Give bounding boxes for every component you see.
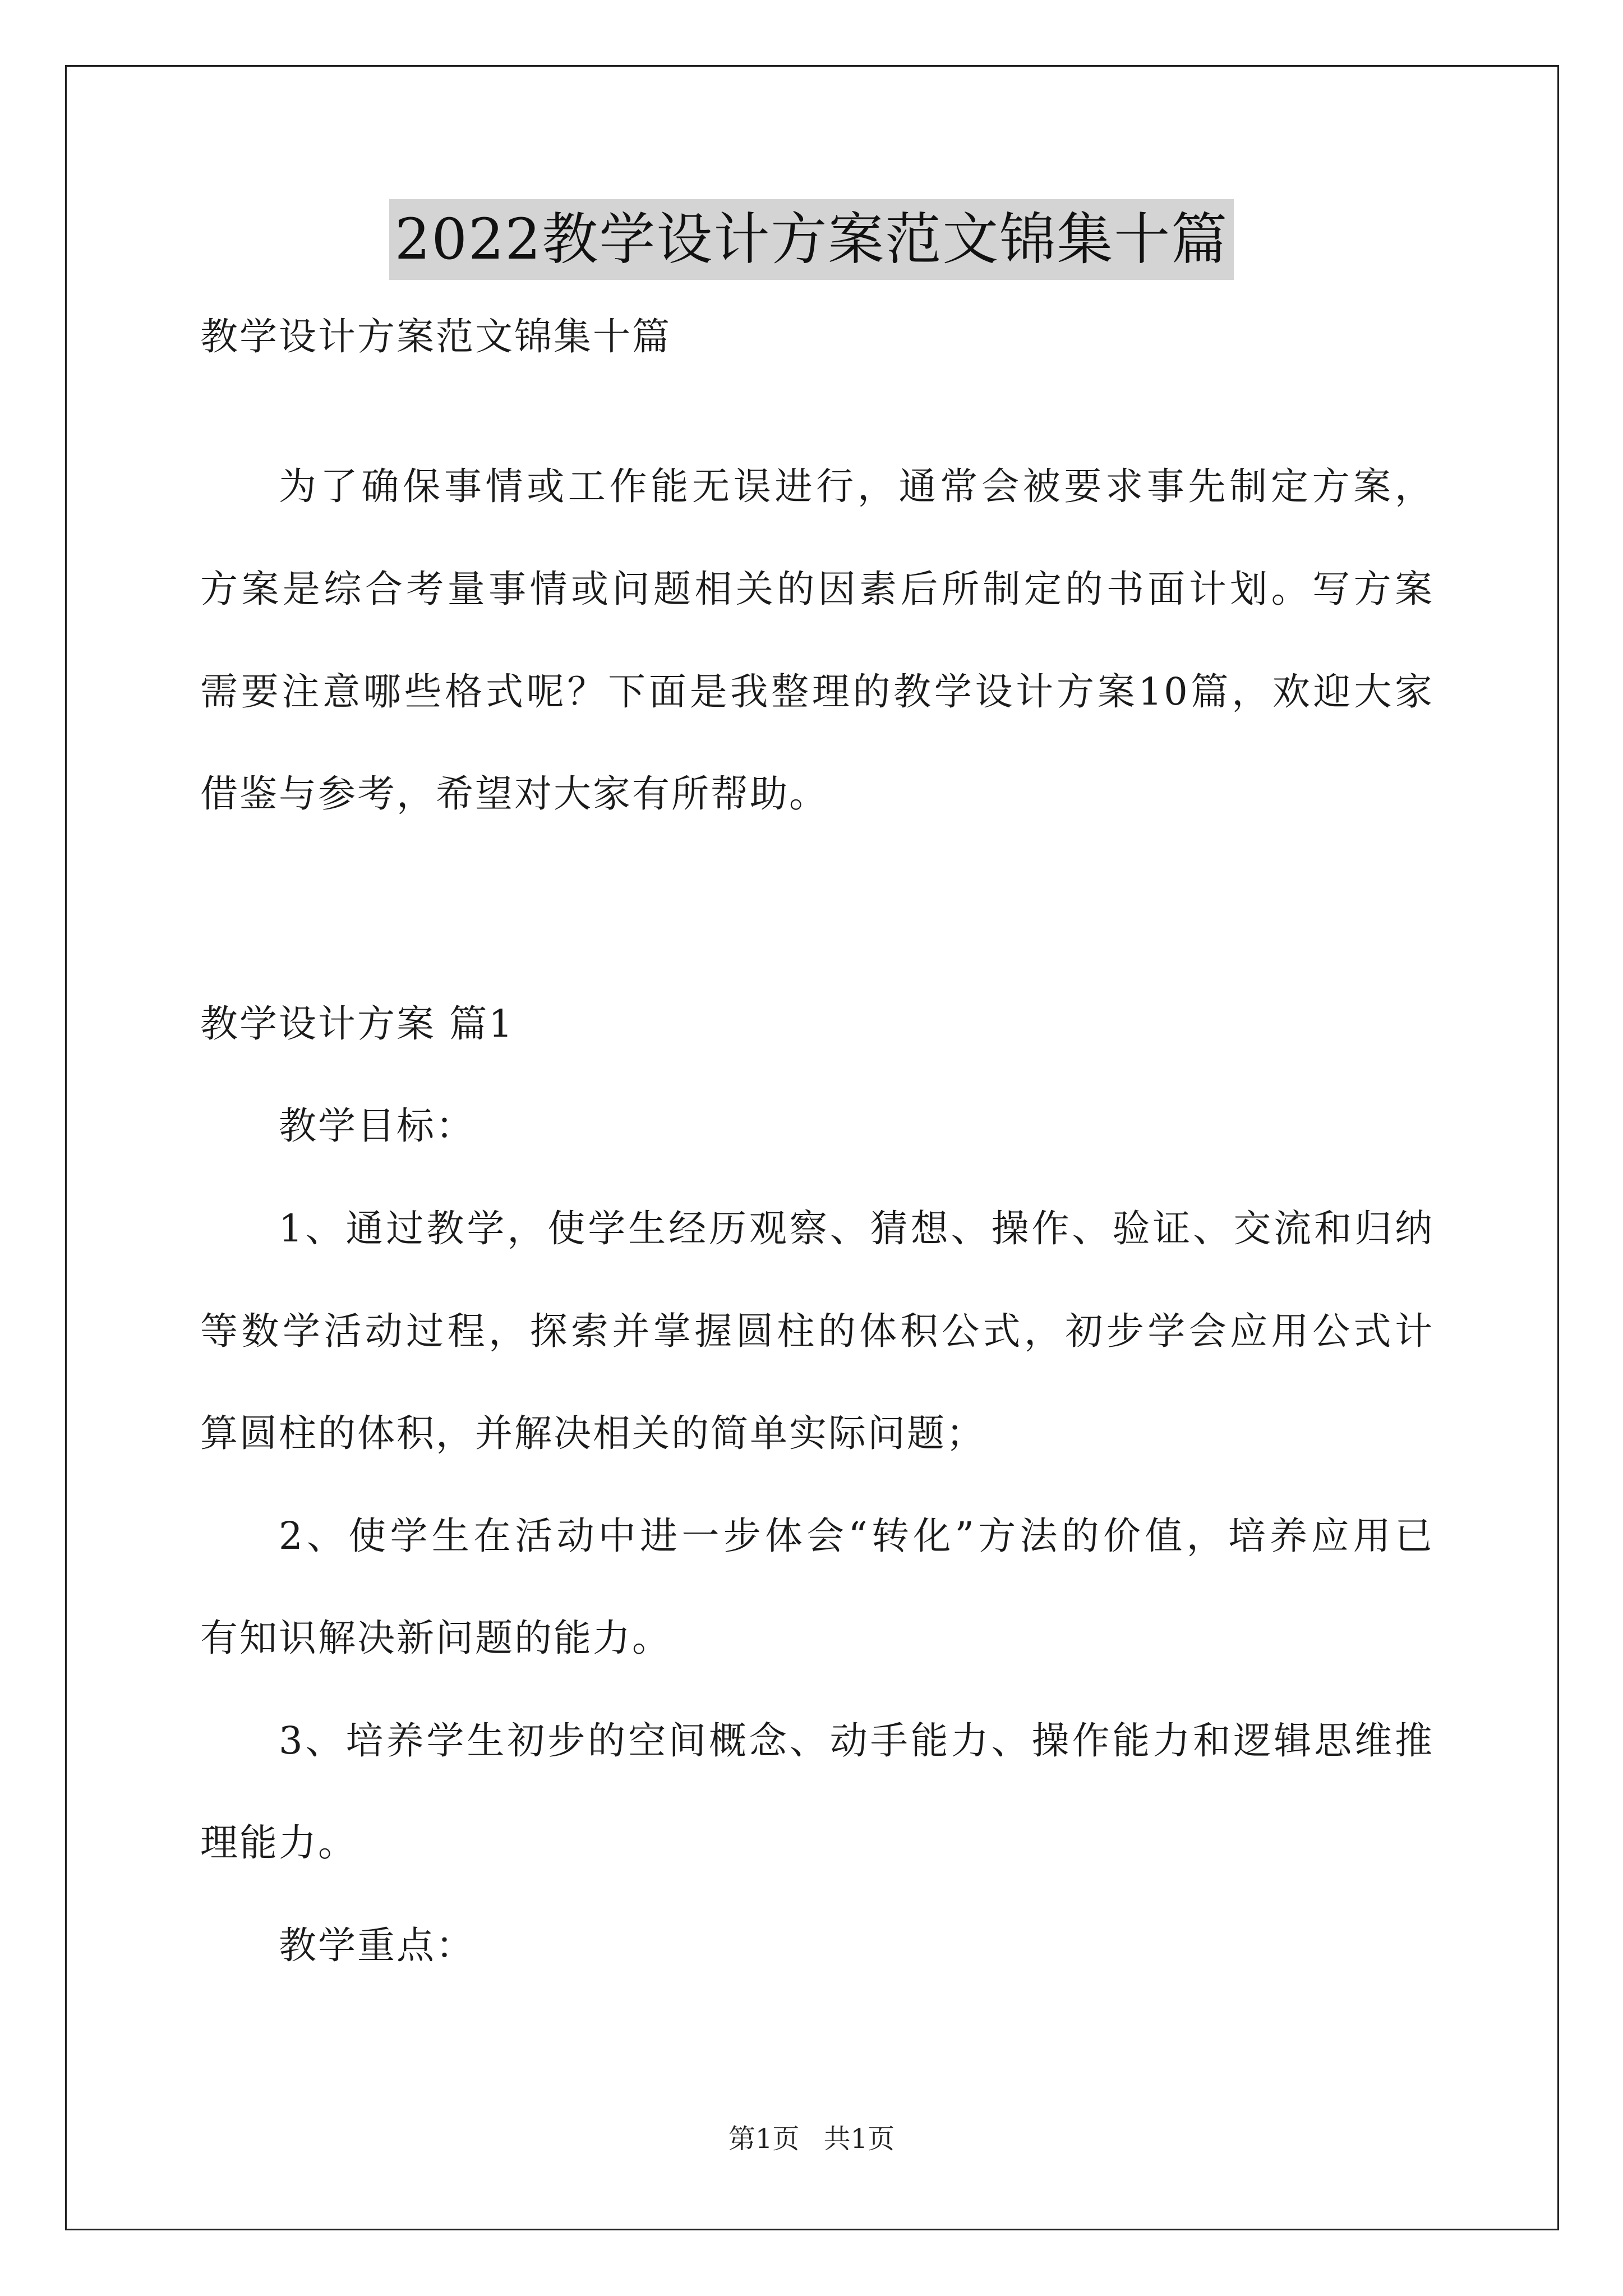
page-number-current: 第1页 (728, 2123, 800, 2155)
intro-line-2: 方案是综合考量事情或问题相关的因素后所制定的书面计划。写方案 (200, 567, 1434, 611)
key-points-label: 教学重点： (279, 1924, 475, 1967)
title-container (0, 199, 1623, 280)
goal-1-line-1: 1、通过教学，使学生经历观察、猜想、操作、验证、交流和归纳 (279, 1207, 1434, 1250)
goal-3-line-2: 理能力。 (200, 1821, 357, 1865)
page-number-total: 共1页 (823, 2123, 895, 2155)
goal-2-line-1: 2、使学生在活动中进一步体会“转化”方法的价值，培养应用已 (279, 1514, 1434, 1558)
document-title: 2022教学设计方案范文锦集十篇 (389, 199, 1234, 280)
intro-line-3: 需要注意哪些格式呢？下面是我整理的教学设计方案10篇，欢迎大家 (200, 670, 1434, 714)
goal-1-line-2: 等数学活动过程，探索并掌握圆柱的体积公式，初步学会应用公式计 (200, 1309, 1434, 1353)
goal-1-line-3: 算圆柱的体积，并解决相关的简单实际问题； (200, 1411, 985, 1455)
section-heading: 教学设计方案 篇1 (200, 1002, 514, 1046)
page-footer (0, 2122, 1623, 2156)
goal-3-line-1: 3、培养学生初步的空间概念、动手能力、操作能力和逻辑思维推 (279, 1719, 1434, 1763)
intro-line-4: 借鉴与参考，希望对大家有所帮助。 (200, 772, 828, 816)
intro-line-1: 为了确保事情或工作能无误进行，通常会被要求事先制定方案， (279, 464, 1434, 508)
document-subtitle: 教学设计方案范文锦集十篇 (200, 315, 671, 358)
goal-2-line-2: 有知识解决新问题的能力。 (200, 1616, 671, 1660)
goals-label: 教学目标： (279, 1104, 475, 1148)
